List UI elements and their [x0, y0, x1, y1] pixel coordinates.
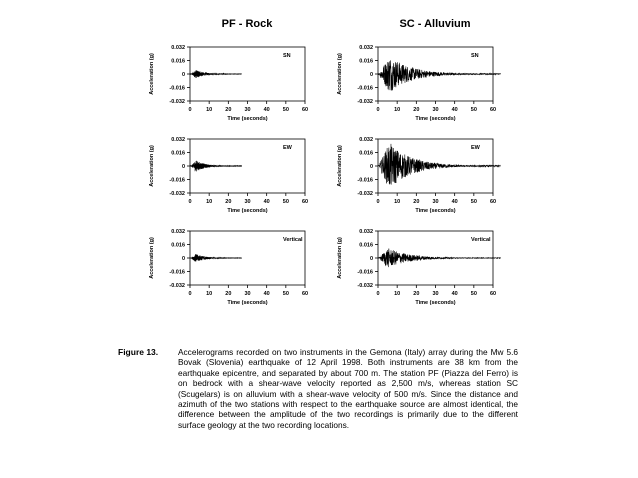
- accelerogram-trace: [378, 249, 501, 268]
- x-tick-label: 60: [301, 199, 309, 205]
- x-tick-label: 0: [188, 107, 192, 113]
- x-tick-label: 60: [301, 291, 309, 297]
- x-tick-label: 30: [244, 291, 251, 297]
- x-tick-label: 10: [206, 199, 213, 205]
- x-tick-label: 30: [244, 107, 251, 113]
- x-tick-label: 20: [225, 107, 232, 113]
- y-tick-label: -0.032: [357, 191, 373, 197]
- x-tick-label: 20: [225, 199, 232, 205]
- x-tick-label: 40: [451, 107, 458, 113]
- y-tick-label: 0: [369, 256, 373, 262]
- y-tick-label: 0: [181, 256, 185, 262]
- y-tick-label: -0.032: [169, 191, 185, 197]
- x-tick-label: 60: [489, 107, 497, 113]
- y-tick-label: 0.016: [359, 242, 373, 249]
- x-tick-label: 50: [470, 107, 477, 113]
- x-tick-label: 10: [394, 291, 401, 297]
- x-tick-label: 30: [432, 291, 439, 297]
- y-tick-label: -0.016: [357, 177, 373, 184]
- y-tick-label: -0.016: [357, 269, 373, 276]
- x-tick-label: 0: [376, 291, 380, 297]
- x-tick-label: 20: [413, 107, 420, 113]
- x-tick-label: 20: [413, 199, 420, 205]
- y-axis-label: Acceleration (g): [337, 145, 343, 187]
- component-label: EW: [283, 145, 292, 151]
- x-axis-label: Time (seconds): [227, 300, 268, 306]
- y-tick-label: 0.016: [171, 242, 185, 249]
- y-tick-label: 0.032: [359, 229, 373, 235]
- x-tick-label: 40: [263, 107, 270, 113]
- component-label: SN: [471, 53, 479, 59]
- y-axis-label: Acceleration (g): [149, 145, 155, 187]
- y-tick-label: 0: [181, 72, 185, 78]
- y-tick-label: -0.032: [357, 283, 373, 289]
- component-label: SN: [283, 53, 291, 59]
- y-tick-label: 0.032: [171, 229, 185, 235]
- y-tick-label: -0.032: [169, 99, 185, 105]
- x-tick-label: 40: [263, 291, 270, 297]
- y-tick-label: -0.016: [169, 269, 185, 276]
- x-tick-label: 50: [282, 199, 289, 205]
- y-tick-label: 0.016: [171, 58, 185, 65]
- x-tick-label: 30: [244, 199, 251, 205]
- y-tick-label: 0.016: [359, 58, 373, 65]
- x-tick-label: 10: [206, 107, 213, 113]
- x-axis-label: Time (seconds): [227, 116, 268, 122]
- x-tick-label: 30: [432, 199, 439, 205]
- x-tick-label: 0: [376, 199, 380, 205]
- y-axis-label: Acceleration (g): [149, 237, 155, 279]
- component-label: Vertical: [283, 237, 303, 243]
- x-tick-label: 30: [432, 107, 439, 113]
- x-tick-label: 10: [206, 291, 213, 297]
- figure-label: Figure 13.: [118, 347, 159, 357]
- x-tick-label: 60: [301, 107, 309, 113]
- x-axis-label: Time (seconds): [415, 300, 456, 306]
- x-tick-label: 20: [225, 291, 232, 297]
- x-tick-label: 0: [188, 199, 192, 205]
- component-label: Vertical: [471, 237, 491, 243]
- x-tick-label: 10: [394, 107, 401, 113]
- x-tick-label: 0: [376, 107, 380, 113]
- y-tick-label: 0.016: [359, 150, 373, 157]
- accelerogram-trace: [190, 70, 242, 78]
- x-tick-label: 50: [470, 199, 477, 205]
- x-tick-label: 50: [470, 291, 477, 297]
- x-axis-label: Time (seconds): [415, 208, 456, 214]
- y-tick-label: 0.032: [359, 137, 373, 143]
- x-tick-label: 40: [451, 291, 458, 297]
- x-tick-label: 60: [489, 199, 497, 205]
- component-label: EW: [471, 145, 480, 151]
- column-title-rock: PF - Rock: [221, 18, 273, 30]
- y-axis-label: Acceleration (g): [337, 237, 343, 279]
- y-tick-label: 0.032: [359, 45, 373, 51]
- y-axis-label: Acceleration (g): [337, 53, 343, 95]
- y-axis-label: Acceleration (g): [149, 53, 155, 95]
- y-tick-label: 0.032: [171, 45, 185, 51]
- y-tick-label: -0.016: [169, 85, 185, 92]
- y-tick-label: 0.032: [171, 137, 185, 143]
- x-tick-label: 60: [489, 291, 497, 297]
- y-tick-label: 0.016: [171, 150, 185, 157]
- y-tick-label: -0.032: [169, 283, 185, 289]
- x-tick-label: 40: [451, 199, 458, 205]
- x-axis-label: Time (seconds): [227, 208, 268, 214]
- y-tick-label: -0.016: [169, 177, 185, 184]
- x-axis-label: Time (seconds): [415, 116, 456, 122]
- x-tick-label: 20: [413, 291, 420, 297]
- x-tick-label: 40: [263, 199, 270, 205]
- accelerogram-trace: [190, 161, 242, 172]
- y-tick-label: 0: [369, 72, 373, 78]
- x-tick-label: 50: [282, 107, 289, 113]
- y-tick-label: -0.032: [357, 99, 373, 105]
- y-tick-label: 0: [181, 164, 185, 170]
- x-tick-label: 50: [282, 291, 289, 297]
- accelerogram-trace: [378, 144, 501, 185]
- accelerogram-trace: [190, 254, 242, 261]
- x-tick-label: 0: [188, 291, 192, 297]
- column-title-alluvium: SC - Alluvium: [399, 18, 471, 30]
- figure-caption: Accelerograms recorded on two instruments in the Gemona (Italy) array during the Mw 5.6 Bovak (Slovenia) earthquake of 12 April 1998. Both instruments are 38 km from the earthquake epicentre, and separated by about 700 m. The station PF (Piazza del Ferro) is on bedrock with a shear-wave velocity reported as 2,500 m/s, whereas station SC (Scugelars) is on alluvium with a shear-wave velocity of 500 m/s. Since the distance and azimuth of the two stations with respect to the earthquake source are almost identical, the difference between the amplitude of the two recordings is primarily due to the different surface geology at the two recording locations.: [178, 347, 518, 430]
- y-tick-label: -0.016: [357, 85, 373, 92]
- accelerogram-trace: [378, 60, 501, 90]
- y-tick-label: 0: [369, 164, 373, 170]
- x-tick-label: 10: [394, 199, 401, 205]
